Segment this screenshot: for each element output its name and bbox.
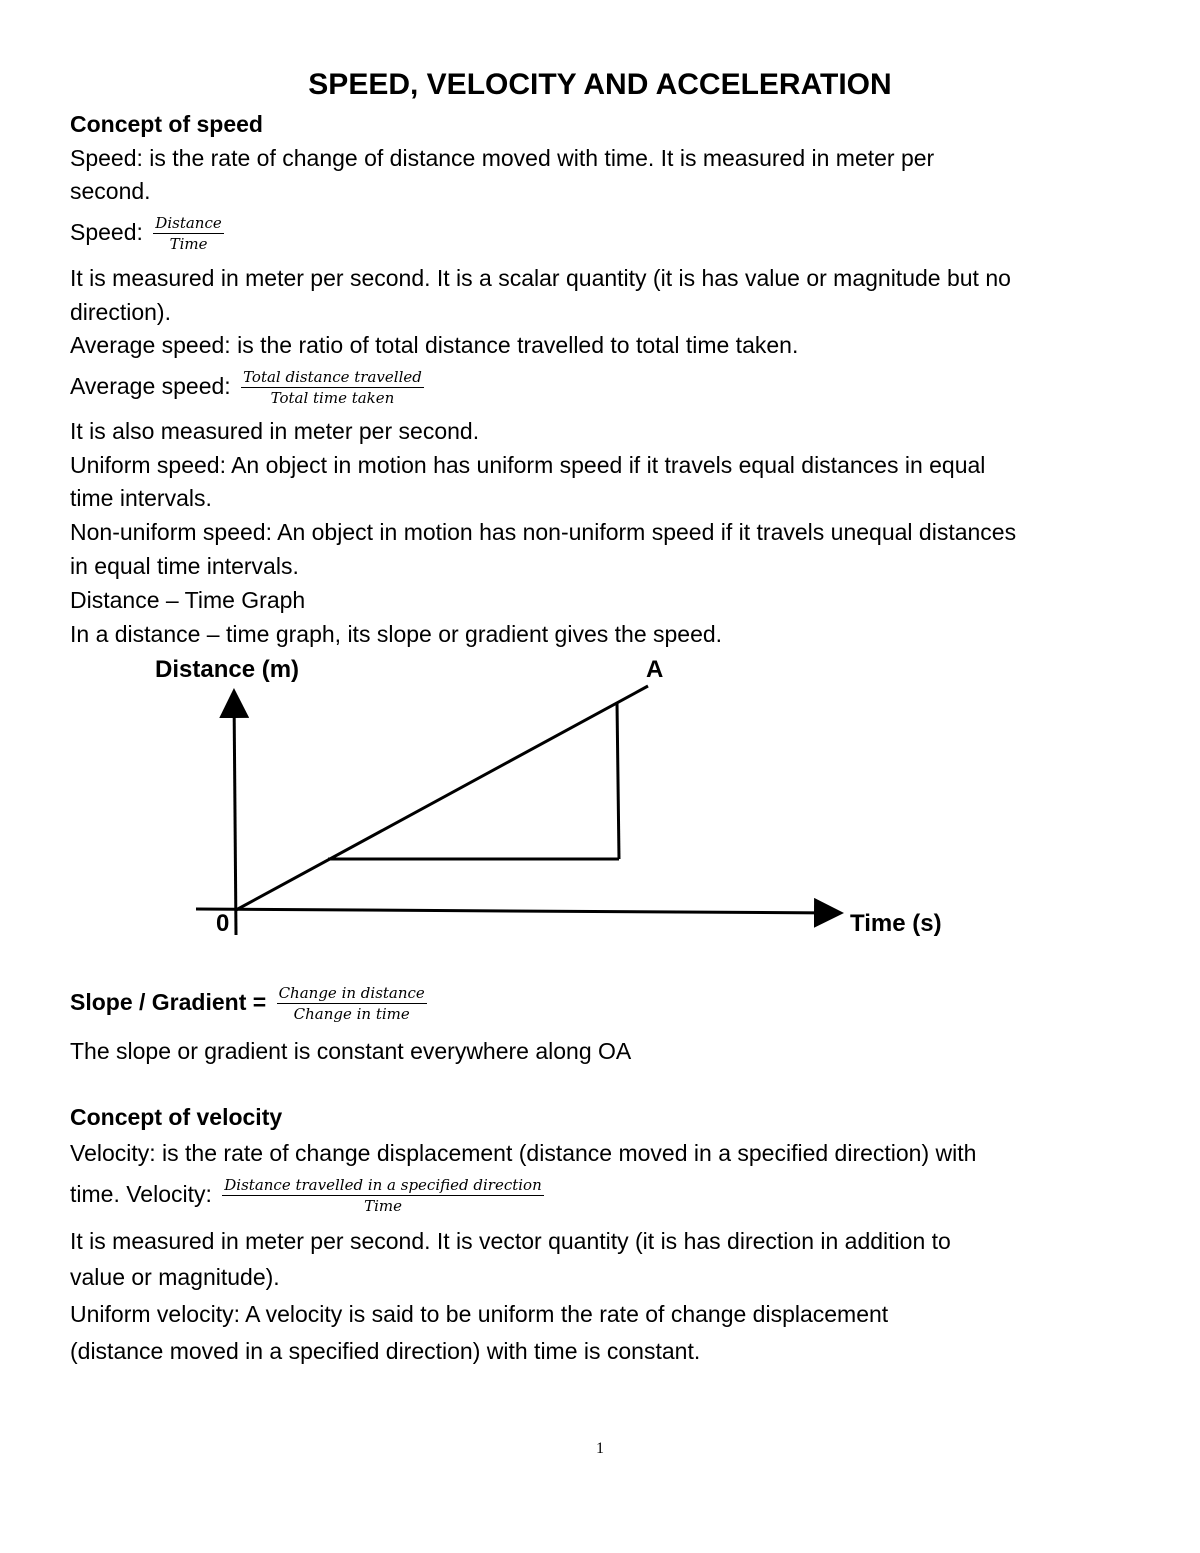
uniform-speed-line2: time intervals. [70,485,212,511]
speed-formula-label: Speed: [70,219,143,245]
y-axis [234,694,236,935]
page-title: SPEED, VELOCITY AND ACCELERATION [308,68,892,101]
velocity-definition-line1: Velocity: is the rate of change displacement (distance moved in a specified direction) with [70,1140,977,1166]
velocity-fraction-denominator: Time [364,1197,402,1216]
slope-formula [70,980,427,1024]
velocity-heading: Concept of velocity [70,1104,283,1130]
speed-unit-line1: It is measured in meter per second. It is a scalar quantity (it is has value or magnitude but no [70,265,1011,291]
graph-heading: Distance – Time Graph [70,587,306,613]
slope-note: The slope or gradient is constant everywhere along OA [70,1038,632,1064]
velocity-formula-label: time. Velocity: [70,1181,212,1207]
graph-intro: In a distance – time graph, its slope or gradient gives the speed. [70,621,723,647]
uniform-velocity-line1: Uniform velocity: A velocity is said to be uniform the rate of change displacement [70,1301,889,1327]
velocity-fraction-numerator: Distance travelled in a specified direction [224,1176,542,1195]
average-speed-numerator: Total distance travelled [243,368,422,387]
x-axis-label: Time (s) [850,910,942,937]
speed-unit-line2: direction). [70,299,171,325]
velocity-unit-line2: value or magnitude). [70,1264,280,1290]
nonuniform-speed-line2: in equal time intervals. [70,553,299,579]
y-axis-label: Distance (m) [155,656,300,683]
speed-definition-line1: Speed: is the rate of change of distance moved with time. It is measured in meter per [70,145,935,171]
speed-definition-line2: second. [70,178,151,204]
average-speed-definition: Average speed: is the ratio of total distance travelled to total time taken. [70,332,799,358]
speed-fraction-denominator: Time [169,235,208,254]
speed-fraction-numerator: Distance [155,214,222,233]
slope-label: Slope / Gradient = [70,989,267,1015]
velocity-fraction [222,1175,543,1216]
line-OA [236,686,648,910]
velocity-unit-line1: It is measured in meter per second. It is vector quantity (it is has direction in addition to [70,1228,951,1254]
origin-label: 0 [216,910,230,937]
slope-denominator: Change in time [293,1005,410,1024]
uniform-speed-line1: Uniform speed: An object in motion has uniform speed if it travels equal distances in equal [70,452,986,478]
average-speed-label: Average speed: [70,373,231,399]
point-a-label: A [646,656,664,683]
speed-heading: Concept of speed [70,111,263,137]
slope-fraction [277,983,427,1024]
average-speed-unit: It is also measured in meter per second. [70,418,480,444]
slope-numerator: Change in distance [278,984,425,1003]
page-number: 1 [596,1440,604,1457]
average-speed-denominator: Total time taken [270,389,395,408]
x-axis [196,909,838,913]
gradient-triangle-height [617,702,619,859]
velocity-formula [70,1172,544,1216]
nonuniform-speed-line1: Non-uniform speed: An object in motion has non-uniform speed if it travels unequal distances [70,519,1017,545]
uniform-velocity-line2: (distance moved in a specified direction) with time is constant. [70,1338,701,1364]
